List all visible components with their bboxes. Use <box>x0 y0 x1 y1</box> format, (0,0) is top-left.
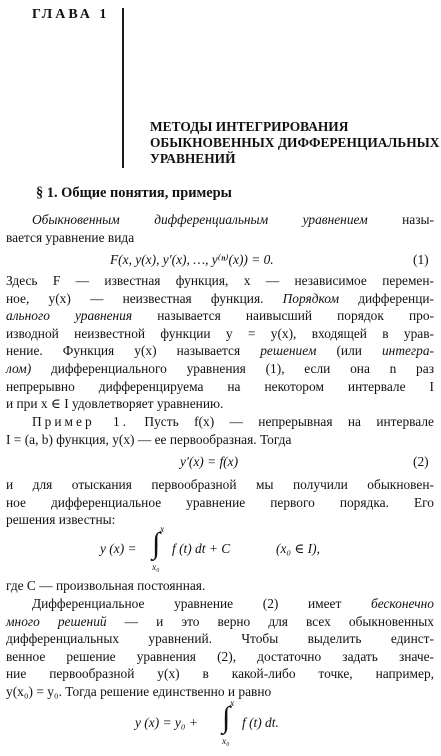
text-line: дифференциальных уравнений. Чтобы выделить единст- <box>6 631 434 647</box>
equation-3-rhs: f (t) dt + C <box>172 541 231 556</box>
paragraph-uniqueness <box>6 595 434 701</box>
integral-lower-limit: x₀ <box>222 737 230 747</box>
italic-term: решением <box>260 343 317 359</box>
text-line <box>6 595 434 613</box>
equation-2: y′(x) = f(x) <box>180 454 239 469</box>
italic-term: бесконечно <box>370 596 434 611</box>
text-span: — и это верно для всех обыкновенных <box>106 613 434 629</box>
equation-1-number: (1) <box>413 252 429 267</box>
chapter-label: ГЛАВА 1 <box>32 7 110 22</box>
text-line <box>6 290 434 308</box>
text-line <box>6 360 434 378</box>
text-span: (или <box>316 343 382 359</box>
integral-upper-limit: x <box>160 525 165 535</box>
chapter-title <box>150 119 440 167</box>
paragraph-constant <box>6 577 434 595</box>
chapter-title-line: УРАВНЕНИЙ <box>150 151 236 166</box>
equation-1: F(x, y(x), y′(x), …, y⁽ⁿ⁾(x)) = 0. <box>110 252 274 267</box>
text-span: Дифференциальное уравнение (2) имеет <box>32 596 371 611</box>
text-line: Здесь F — известная функция, x — независимое перемен- <box>6 273 434 288</box>
text-span: Пусть f(x) — непрерывная на интервале <box>129 414 434 429</box>
italic-term: ального уравнения <box>6 308 133 324</box>
text-line: y(x₀) = y₀. Тогда решение единственно и равно <box>6 683 272 699</box>
text-line: венное решение уравнения (2), достаточно задать значе- <box>6 648 434 664</box>
example-label: Пример 1. <box>32 414 130 429</box>
paragraph-example <box>6 413 434 448</box>
equation-3-condition: (x₀ ∈ I), <box>276 541 320 556</box>
text-line <box>6 211 434 229</box>
text-span: нение. Функция y(x) называется <box>6 343 261 359</box>
text-line: где C — произвольная постоянная. <box>6 578 206 593</box>
text-line: I = (a, b) функция, y(x) — ее первообразная. Тогда <box>6 431 292 447</box>
integral-sign: ∫ <box>222 701 231 734</box>
text-line: и для отыскания первообразной мы получили обыкновен- <box>6 477 434 492</box>
italic-term: интегра- <box>381 343 435 359</box>
equation-3-lhs: y (x) = <box>100 541 137 556</box>
text-line: и при x ∈ I удовлетворяет уравнению. <box>6 396 224 412</box>
italic-term: много решений <box>6 613 107 629</box>
text-line <box>6 413 434 431</box>
paragraph-definition <box>6 211 434 246</box>
text-span: назы- <box>367 212 434 227</box>
paragraph-antiderivative <box>6 476 434 529</box>
integral-lower-limit: x₀ <box>152 563 160 573</box>
italic-term: лом) <box>6 360 32 376</box>
text-span: называется наивысший порядок про- <box>132 308 434 324</box>
equation-2-number: (2) <box>413 454 429 469</box>
equation-4-rhs: f (t) dt. <box>242 715 279 730</box>
chapter-title-line: ОБЫКНОВЕННЫХ ДИФФЕРЕНЦИАЛЬНЫХ <box>150 135 440 150</box>
text-span: дифференциального уравнения (1), если она n раз <box>31 360 434 376</box>
text-span: ное, y(x) — неизвестная функция. <box>6 290 283 306</box>
text-line <box>6 613 434 631</box>
equation-4-lhs: y (x) = y₀ + <box>135 715 198 730</box>
text-line: непрерывно дифференцируема на некотором интервале I <box>6 378 434 394</box>
text-line <box>6 342 434 360</box>
section-title: § 1. Общие понятия, примеры <box>36 185 232 201</box>
paragraph-notation <box>6 272 434 413</box>
text-line: вается уравнение вида <box>6 229 135 245</box>
integral-upper-limit: x <box>230 699 235 709</box>
text-line: изводной неизвестной функции y = y(x), входящей в урав- <box>6 325 434 341</box>
chapter-title-line: МЕТОДЫ ИНТЕГРИРОВАНИЯ <box>150 119 349 134</box>
text-line: ние первообразной y(x) в какой-либо точке, например, <box>6 666 434 682</box>
text-line <box>6 307 434 325</box>
italic-term: Обыкновенным дифференциальным уравнением <box>32 212 368 227</box>
chapter-divider <box>122 8 124 168</box>
text-span: дифференци- <box>339 290 434 306</box>
text-line: решения известны: <box>6 512 116 528</box>
integral-sign: ∫ <box>152 527 161 560</box>
text-line: ное дифференциальное уравнение первого порядка. Его <box>6 494 434 510</box>
italic-term: Порядком <box>282 290 340 306</box>
